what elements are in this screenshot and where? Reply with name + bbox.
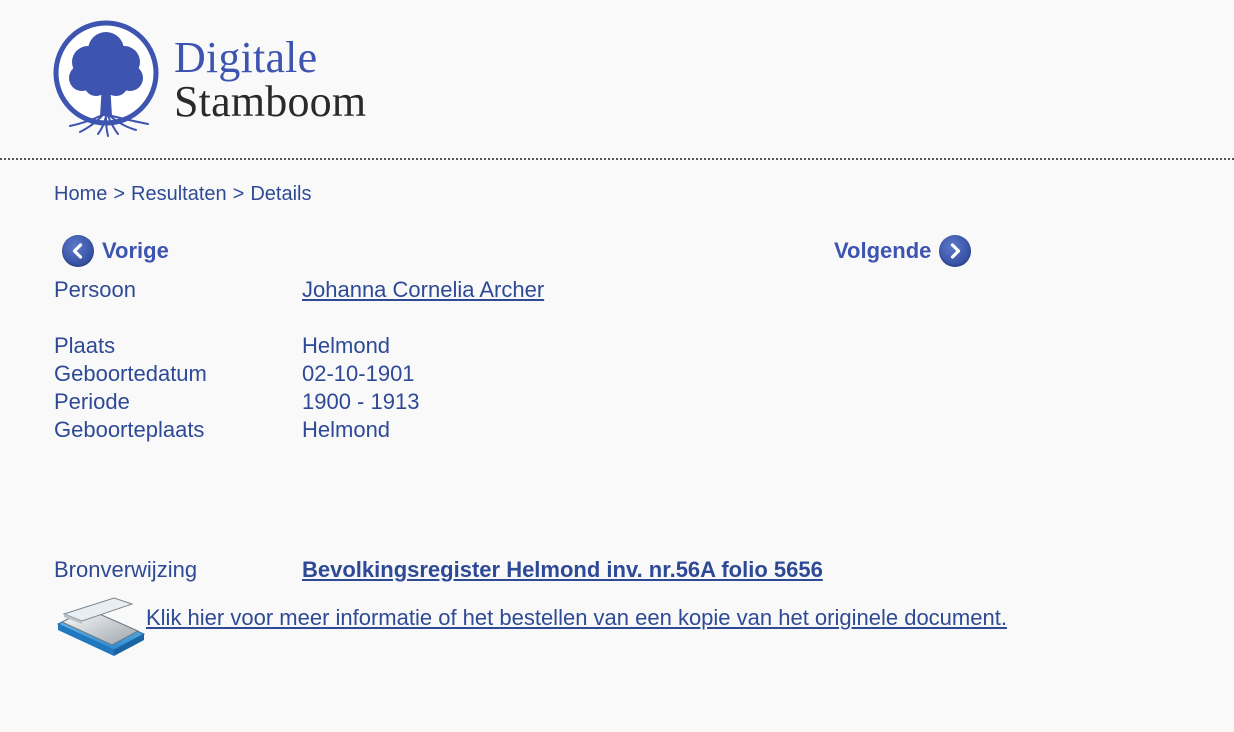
source-link[interactable]: Bevolkingsregister Helmond inv. nr.56A folio 5656	[302, 557, 823, 582]
detail-value: 02-10-1901	[302, 361, 415, 386]
person-value	[302, 276, 544, 304]
breadcrumb-separator: >	[232, 183, 245, 205]
chevron-right-circle-icon	[939, 235, 971, 267]
tree-logo-icon	[52, 18, 162, 138]
breadcrumb	[54, 182, 312, 206]
person-label: Persoon	[54, 277, 136, 302]
previous-label: Vorige	[102, 238, 169, 263]
source-value	[302, 556, 823, 584]
person-link[interactable]: Johanna Cornelia Archer	[302, 277, 545, 302]
document-order-link[interactable]: Klik hier voor meer informatie of het bestellen van een kopie van het originele document.	[146, 605, 1007, 630]
detail-label: Plaats	[54, 333, 116, 358]
breadcrumb-separator: >	[113, 183, 126, 205]
header-divider	[0, 158, 1234, 160]
document-order	[54, 594, 1154, 660]
logo-text-stamboom: Stamboom	[174, 77, 367, 126]
detail-label: Geboortedatum	[54, 361, 207, 386]
detail-value: Helmond	[302, 417, 391, 442]
breadcrumb-details[interactable]: Details	[250, 183, 312, 205]
scanner-icon[interactable]	[54, 594, 146, 658]
next-label: Volgende	[834, 238, 932, 263]
site-logo[interactable]	[52, 18, 402, 143]
detail-value: 1900 - 1913	[302, 389, 420, 414]
breadcrumb-home[interactable]: Home	[54, 183, 108, 205]
next-button[interactable]	[834, 234, 971, 268]
chevron-left-circle-icon	[62, 235, 94, 267]
source-label: Bronverwijzing	[54, 557, 198, 582]
breadcrumb-resultaten[interactable]: Resultaten	[131, 183, 227, 205]
detail-value: Helmond	[302, 333, 391, 358]
logo-text-digitale: Digitale	[174, 33, 318, 82]
header	[0, 0, 1234, 160]
detail-label: Periode	[54, 389, 130, 414]
previous-button[interactable]	[62, 234, 169, 268]
detail-label: Geboorteplaats	[54, 417, 205, 442]
